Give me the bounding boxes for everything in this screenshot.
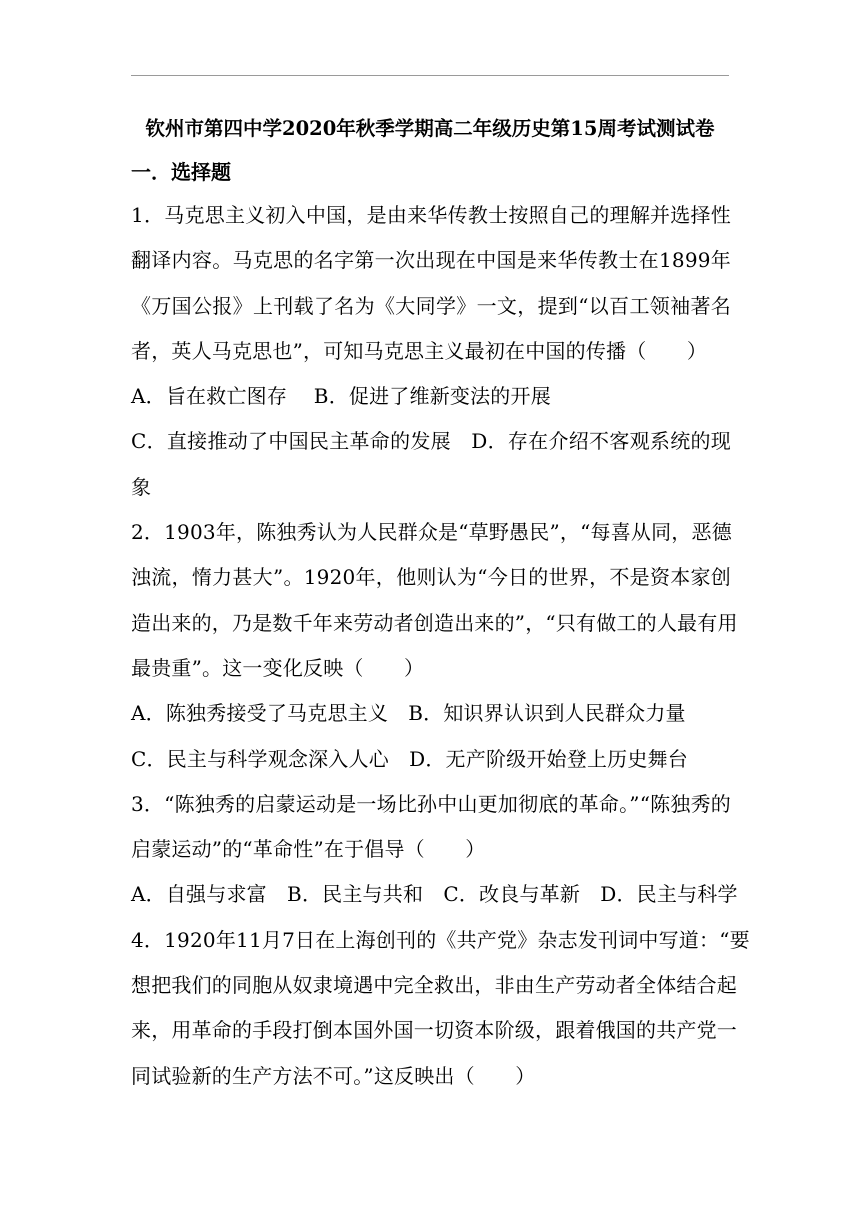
text-line: C．直接推动了中国民主革命的发展 D．存在介绍不客观系统的现 <box>131 429 731 454</box>
text-line: 翻译内容。马克思的名字第一次出现在中国是来华传教士在1899年 <box>131 248 731 273</box>
text-line: 象 <box>131 474 152 499</box>
text-line: 同试验新的生产方法不可。”这反映出（ ） <box>131 1063 536 1088</box>
text-line: 最贵重”。这一变化反映（ ） <box>131 655 425 680</box>
text-line: 来，用革命的手段打倒本国外国一切资本阶级，跟着俄国的共产党一 <box>131 1018 737 1043</box>
text-line: 浊流，惰力甚大”。1920年，他则认为“今日的世界，不是资本家创 <box>131 565 731 590</box>
text-line: 者，英人马克思也”，可知马克思主义最初在中国的传播（ ） <box>131 338 708 363</box>
text-line: 启蒙运动”的“革命性”在于倡导（ ） <box>131 837 486 862</box>
question-body <box>131 200 750 1106</box>
text-line: 2．1903年，陈独秀认为人民群众是“草野愚民”，“每喜从同，恶德 <box>131 520 732 545</box>
exam-title: 钦州市第四中学2020年秋季学期高二年级历史第15周考试测试卷 <box>145 117 715 140</box>
text-line: A．自强与求富 B．民主与共和 C．改良与革新 D．民主与科学 <box>131 882 738 907</box>
header-rule <box>131 75 729 76</box>
text-line: 想把我们的同胞从奴隶境遇中完全救出，非由生产劳动者全体结合起 <box>131 973 737 998</box>
text-line: A．旨在救亡图存 B．促进了维新变法的开展 <box>131 384 551 409</box>
section-heading: 一．选择题 <box>131 160 231 184</box>
text-line: 3．“陈独秀的启蒙运动是一场比孙中山更加彻底的革命。”“陈独秀的 <box>131 791 731 816</box>
text-line: 1．马克思主义初入中国，是由来华传教士按照自己的理解并选择性 <box>131 203 731 227</box>
text-line: 造出来的，乃是数千年来劳动者创造出来的”，“只有做工的人最有用 <box>131 610 738 635</box>
text-line: C．民主与科学观念深入人心 D．无产阶级开始登上历史舞台 <box>131 746 688 771</box>
text-line: A．陈独秀接受了马克思主义 B．知识界认识到人民群众力量 <box>131 701 686 726</box>
text-line: 4．1920年11月7日在上海创刊的《共产党》杂志发刊词中写道：“要 <box>131 927 750 952</box>
text-line: 《万国公报》上刊载了名为《大同学》一文，提到“以百工领袖著名 <box>131 293 731 318</box>
